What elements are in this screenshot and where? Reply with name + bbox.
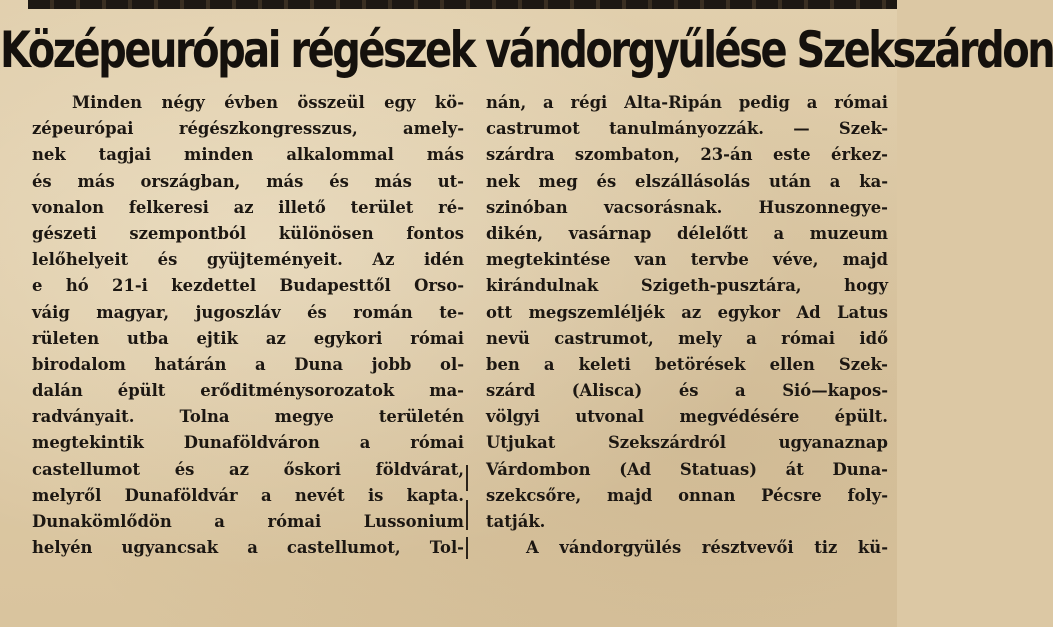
- text-line: zépeurópai régészkongresszus, amely-: [32, 119, 464, 139]
- text-line: ott megszemléljék az egykor Ad Latus: [486, 302, 888, 322]
- column-divider: [466, 500, 468, 530]
- text-line: Minden négy évben összeül egy kö-: [72, 93, 464, 112]
- text-line: és más országban, más és más ut-: [32, 171, 464, 191]
- text-line: völgyi utvonal megvédésére épült.: [486, 407, 888, 427]
- left-column: [32, 90, 464, 561]
- text-line: szárdra szombaton, 23-án este érkez-: [486, 145, 888, 165]
- text-line: radványait. Tolna megye területén: [32, 407, 464, 427]
- text-line: helyén ugyancsak a castellumot, Tol-: [32, 538, 464, 558]
- text-line: kirándulnak Szigeth-pusztára, hogy: [486, 276, 888, 296]
- text-line: rületen utba ejtik az egykori római: [32, 328, 464, 348]
- column-divider: [466, 465, 468, 491]
- text-line: nek tagjai minden alkalommal más: [32, 145, 464, 165]
- text-line: Dunakömlődön a római Lussonium: [32, 512, 464, 531]
- text-line: szinóban vacsorásnak. Huszonnegye-: [486, 197, 888, 217]
- text-line: birodalom határán a Duna jobb ol-: [32, 354, 464, 374]
- text-line: megtekintik Dunaföldváron a római: [32, 433, 464, 453]
- text-line: A vándorgyülés résztvevői tiz kü-: [526, 538, 888, 558]
- text-line: e hó 21-i kezdettel Budapesttől Orso-: [32, 276, 464, 296]
- text-line: tatják.: [486, 512, 546, 531]
- text-line: castellumot és az őskori földvárat,: [32, 459, 464, 479]
- text-line: castrumot tanulmányozzák. — Szek-: [486, 119, 888, 139]
- text-line: dikén, vasárnap délelőtt a muzeum: [486, 223, 888, 243]
- text-line: váig magyar, jugoszláv és román te-: [32, 302, 464, 322]
- text-line: nán, a régi Alta-Ripán pedig a római: [486, 93, 888, 112]
- column-divider: [466, 537, 468, 559]
- text-line: vonalon felkeresi az illető terület ré-: [32, 197, 464, 217]
- text-line: melyről Dunaföldvár a nevét is kapta.: [32, 485, 464, 505]
- text-line: nek meg és elszállásolás után a ka-: [486, 171, 888, 191]
- text-line: nevü castrumot, mely a római idő: [486, 328, 888, 348]
- text-line: Utjukat Szekszárdról ugyanaznap: [486, 433, 888, 453]
- text-line: gészeti szempontból különösen fontos: [32, 223, 464, 243]
- text-line: ben a keleti betörések ellen Szek-: [486, 354, 888, 374]
- article-headline: Középeurópai régészek vándorgyűlése Szekszárdon: [0, 22, 1053, 80]
- top-border-rule: [28, 0, 897, 9]
- text-line: Várdombon (Ad Statuas) át Duna-: [486, 459, 888, 479]
- right-column: [486, 90, 888, 561]
- text-line: lelőhelyeit és gyüjteményeit. Az idén: [32, 250, 464, 270]
- text-line: dalán épült erőditménysorozatok ma-: [32, 381, 464, 401]
- text-line: szekcsőre, majd onnan Pécsre foly-: [486, 485, 888, 505]
- text-line: megtekintése van tervbe véve, majd: [486, 250, 888, 270]
- text-line: szárd (Alisca) és a Sió—kapos-: [486, 381, 888, 401]
